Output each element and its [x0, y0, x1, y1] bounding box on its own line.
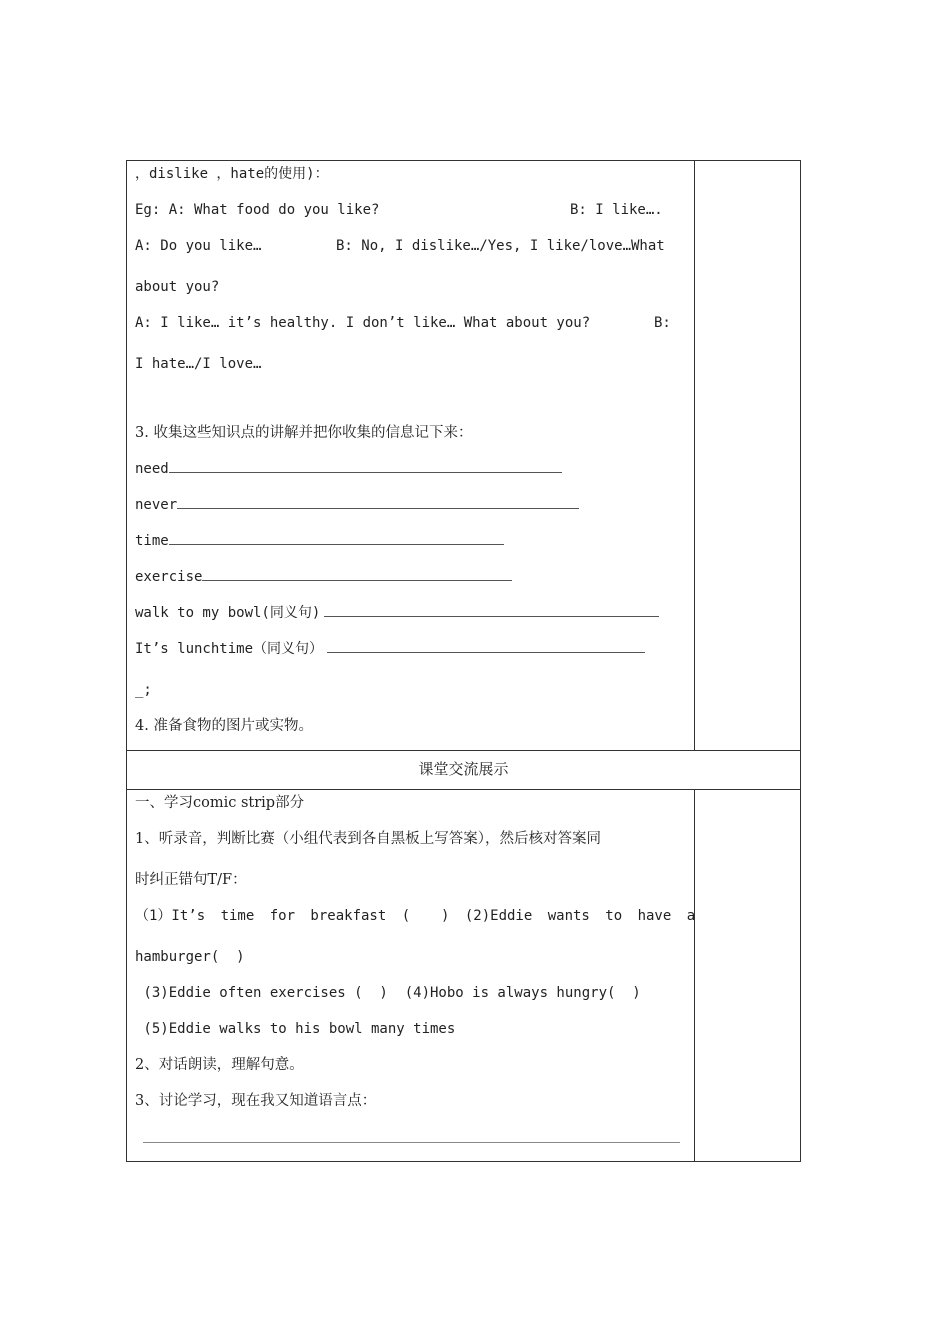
fill-exercise-label: exercise [135, 569, 203, 585]
step-2: 2、对话朗读，理解句意。 [135, 1057, 304, 1073]
fill-time-blank[interactable] [169, 532, 504, 545]
fill-exercise [135, 568, 512, 586]
fill-need [135, 460, 562, 478]
fill-need-blank[interactable] [169, 460, 562, 473]
example-line-5: I hate…/I love… [135, 356, 262, 372]
fill-time [135, 532, 504, 550]
fill-walk-label: walk to my bowl(同义句) [135, 605, 321, 621]
fill-lunchtime-blank[interactable] [327, 640, 645, 653]
example-line-1b: B: I like…. [570, 202, 663, 218]
part-1-heading: 一、学习comic strip部分 [135, 795, 305, 811]
fill-exercise-blank[interactable] [202, 568, 512, 581]
question-2-end: hamburger( ) [135, 949, 245, 965]
fill-lunchtime-end: _; [135, 682, 152, 698]
usage-note: ，dislike ，hate的使用)： [135, 166, 329, 182]
fill-walk [135, 604, 659, 622]
fill-need-label: need [135, 461, 169, 477]
step-3: 3、讨论学习，现在我又知道语言点： [135, 1093, 377, 1109]
question-1-2: （1）It’s time for breakfast ( ) (2)Eddie wants to have a [135, 908, 696, 924]
task-4-heading: 4. 准备食物的图片或实物。 [135, 718, 313, 734]
fill-lunchtime [135, 640, 645, 658]
fill-never [135, 496, 579, 514]
example-line-2a: A: Do you like… [135, 238, 262, 254]
step-1-line-2: 时纠正错句T/F： [135, 872, 247, 888]
column-divider-top [694, 160, 695, 751]
section-title: 课堂交流展示 [418, 760, 509, 778]
column-divider-bottom [694, 789, 695, 1162]
fill-walk-blank[interactable] [324, 604, 659, 617]
task-3-heading: 3. 收集这些知识点的讲解并把你收集的信息记下来： [135, 425, 473, 441]
example-line-1a: Eg: A: What food do you like? [135, 202, 380, 218]
question-3-4: (3)Eddie often exercises ( ) (4)Hobo is always hungry( ) [135, 985, 641, 1001]
step-1-line-1: 1、听录音，判断比赛（小组代表到各自黑板上写答案），然后核对答案同 [135, 831, 601, 847]
question-5: (5)Eddie walks to his bowl many times [135, 1021, 456, 1037]
answer-blank-line[interactable] [143, 1142, 680, 1143]
example-line-3: about you? [135, 279, 220, 295]
fill-time-label: time [135, 533, 169, 549]
example-line-4a: A: I like… it’s healthy. I don’t like… What about you? [135, 315, 591, 331]
fill-never-blank[interactable] [177, 496, 579, 509]
example-line-4b: B: [654, 315, 671, 331]
example-line-2b: B: No, I dislike…/Yes, I like/love…What [336, 238, 665, 254]
fill-never-label: never [135, 497, 178, 513]
fill-lunchtime-label: It’s lunchtime（同义句） [135, 641, 324, 657]
